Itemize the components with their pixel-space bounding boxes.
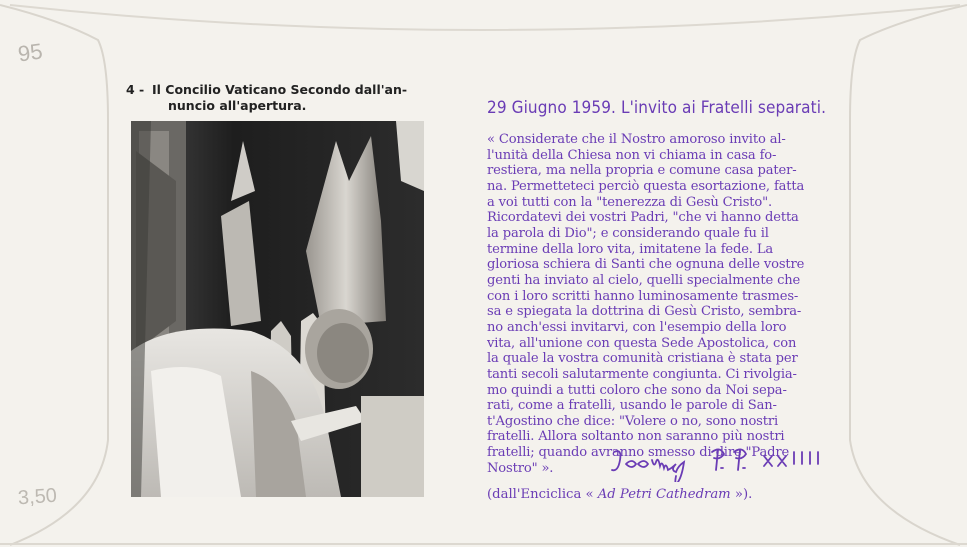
source-suffix: »).: [730, 487, 753, 502]
quote-line: no anch'essi invitarvi, con l'esempio della loro: [487, 319, 787, 335]
quote-line: mo quindi a tutti coloro che sono da Noi sepa-: [487, 382, 787, 398]
pencil-note-top: 95: [16, 38, 45, 67]
quote-line: fratelli. Allora soltanto non saranno più nostri: [487, 429, 785, 445]
quote-line: fratelli; quando avranno smesso di dire "Padre: [487, 445, 790, 461]
quote-line: na. Permetteteci perciò questa esortazione, fatta: [487, 178, 805, 194]
quote-line: termine della loro vita, imitatene la fede. La: [487, 241, 774, 257]
source-prefix: (dall'Enciclica «: [487, 487, 598, 502]
caption-line-2: nuncio all'apertura.: [168, 98, 307, 113]
quote-line: rati, come a fratelli, usando le parole di San-: [487, 398, 777, 414]
quote-line: Ricordatevi dei vostri Padri, "che vi hanno detta: [487, 210, 799, 226]
quote-line: sa e spiegata la dottrina di Gesù Cristo, sembra-: [487, 304, 802, 320]
caption-line-1: Il Concilio Vaticano Secondo dall'an-: [152, 82, 408, 97]
letter-heading: 29 Giugno 1959. L'invito ai Fratelli separati.: [487, 98, 827, 118]
photo-caption: [126, 82, 436, 114]
quote-line: Nostro" ».: [487, 460, 554, 476]
quote-line: gloriosa schiera di Santi che ognuna delle vostre: [487, 257, 805, 273]
encyclical-quote: [487, 132, 832, 476]
quote-line: genti ha inviato al cielo, quelli specialmente che: [487, 272, 801, 288]
pope-photo: [131, 121, 424, 497]
quote-line: la parola di Dio"; e considerando quale fu il: [487, 225, 769, 241]
pencil-note-bottom: 3,50: [17, 484, 58, 510]
quote-line: l'unità della Chiesa non vi chiama in casa fo-: [487, 147, 777, 163]
quote-line: con i loro scritti hanno luminosamente trasmes-: [487, 288, 799, 304]
quote-line: tanti secoli salutarmente congiunta. Ci rivolgia-: [487, 366, 797, 382]
source-title: Ad Petri Cathedram: [597, 487, 731, 502]
papal-signature: [608, 442, 838, 482]
quote-line: « Considerate che il Nostro amoroso invito al-: [487, 132, 786, 147]
pope-photo-illustration: [131, 121, 424, 497]
quote-line: a voi tutti con la "tenerezza di Gesù Cristo".: [487, 194, 772, 210]
source-citation: [487, 487, 752, 502]
caption-number: 4 -: [126, 82, 145, 97]
quote-line: t'Agostino che dice: "Volere o no, sono nostri: [487, 413, 779, 429]
quote-line: restiera, ma nella propria e comune casa pater-: [487, 163, 797, 179]
quote-line: la quale la vostra comunità cristiana è stata per: [487, 351, 798, 367]
quote-line: vita, all'unione con questa Sede Apostolica, con: [487, 335, 797, 351]
